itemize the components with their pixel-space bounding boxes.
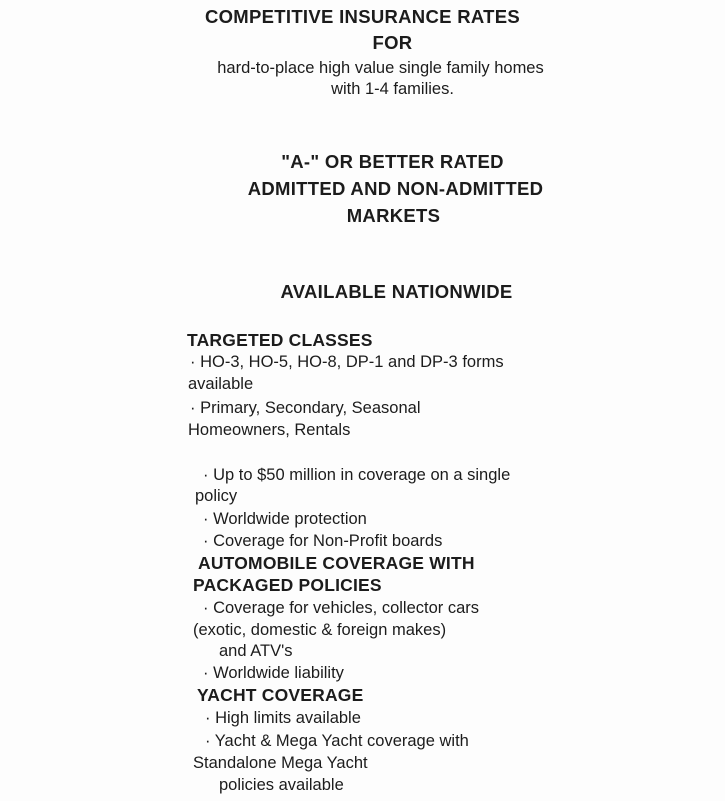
availability-heading: AVAILABLE NATIONWIDE xyxy=(280,281,513,302)
automobile-item1-line1: · Coverage for vehicles, collector cars xyxy=(203,599,480,617)
automobile-item1-line3: and ATV's xyxy=(219,642,293,660)
header-subtitle-line2: with 1-4 families. xyxy=(331,80,454,98)
rating-line3: MARKETS xyxy=(346,205,441,226)
coverage-item1-line2: policy xyxy=(195,487,238,505)
coverage-item2: · Worldwide protection xyxy=(203,510,367,528)
automobile-heading-line1: AUTOMOBILE COVERAGE WITH xyxy=(198,553,475,573)
targeted-classes-heading: TARGETED CLASSES xyxy=(187,330,373,350)
automobile-heading-line2: PACKAGED POLICIES xyxy=(193,575,382,595)
yacht-item2-line3: policies available xyxy=(219,776,344,794)
yacht-item2-line1: · Yacht & Mega Yacht coverage with xyxy=(205,732,469,750)
header-for: FOR xyxy=(372,32,413,53)
rating-line1: "A-" OR BETTER RATED xyxy=(281,151,504,172)
header-subtitle-line1: hard-to-place high value single family homes xyxy=(217,59,544,77)
coverage-item3: · Coverage for Non-Profit boards xyxy=(203,532,443,550)
targeted-classes-item1-line1: · HO-3, HO-5, HO-8, DP-1 and DP-3 forms xyxy=(190,353,504,371)
yacht-heading: YACHT COVERAGE xyxy=(197,685,364,705)
automobile-item1-line2: (exotic, domestic & foreign makes) xyxy=(193,621,447,639)
yacht-item1: · High limits available xyxy=(205,709,361,727)
header-title: COMPETITIVE INSURANCE RATES xyxy=(204,6,521,27)
coverage-item1-line1: · Up to $50 million in coverage on a single xyxy=(203,466,511,484)
rating-line2: ADMITTED AND NON-ADMITTED xyxy=(247,178,544,199)
yacht-item2-line2: Standalone Mega Yacht xyxy=(193,754,368,772)
targeted-classes-item2-line2: Homeowners, Rentals xyxy=(188,421,351,439)
automobile-item2: · Worldwide liability xyxy=(203,664,344,682)
targeted-classes-item1-line2: available xyxy=(188,375,254,393)
targeted-classes-item2-line1: · Primary, Secondary, Seasonal xyxy=(190,399,421,417)
